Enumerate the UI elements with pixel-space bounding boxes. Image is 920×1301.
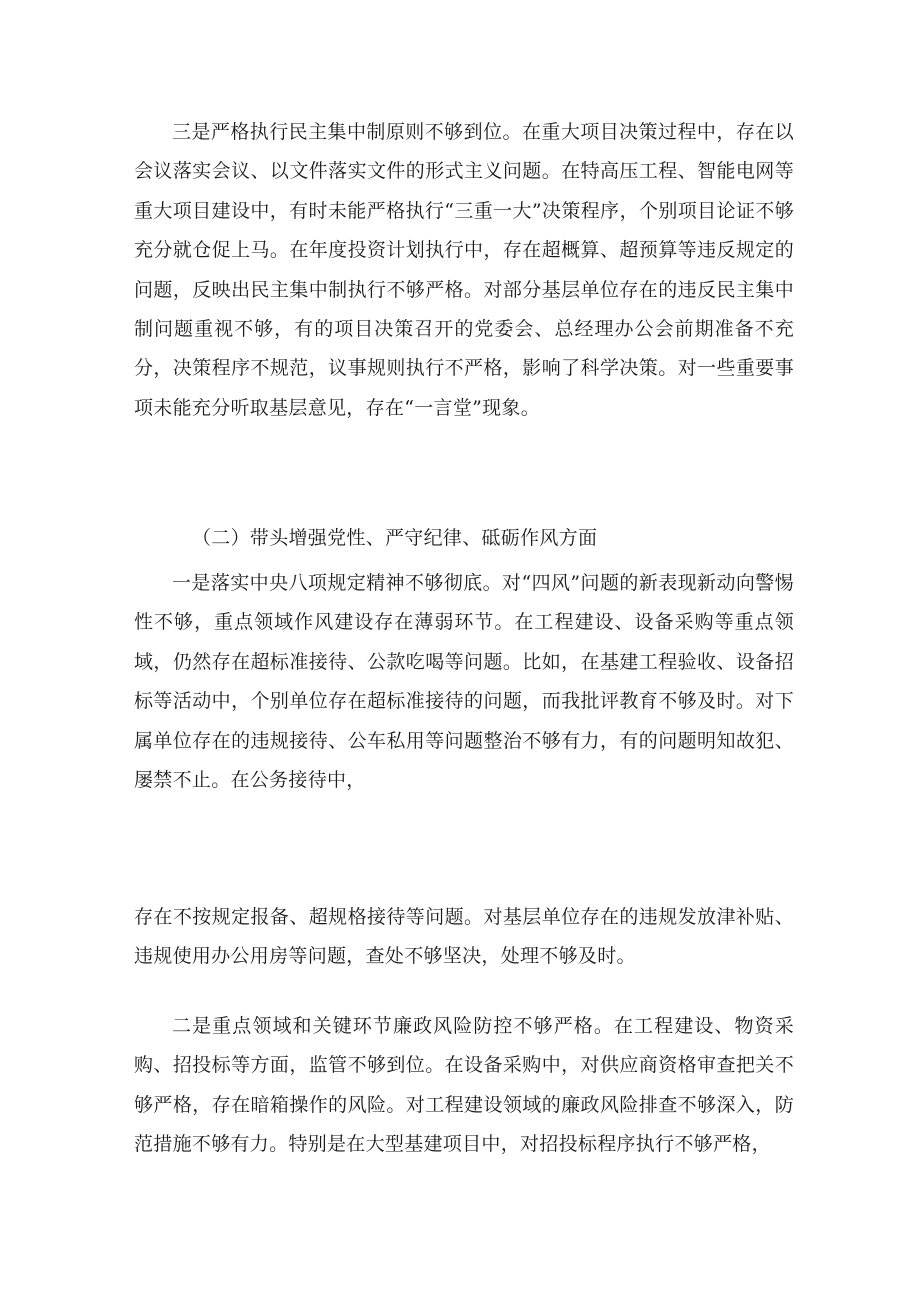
paragraph-democratic-centralism: 三是严格执行民主集中制原则不够到位。在重大项目决策过程中，存在以会议落实会议、以文件落实文件的形式主义问题。在特高压工程、智能电网等重大项目建设中，有时未能严格执行“三重一大”决策程序，个别项目论证不够充分就仓促上马。在年度投资计划执行中，存在超概算、超预算等违反规定的问题，反映出民主集中制执行不够严格。对部分基层单位存在的违反民主集中制问题重视不够，有的项目决策召开的党委会、总经理办公会前期准备不充分，决策程序不规范，议事规则执行不严格，影响了科学决策。对一些重要事项未能充分听取基层意见，存在“一言堂”现象。 xyxy=(134,121,794,419)
paragraph-eight-rules: 一是落实中央八项规定精神不够彻底。对“四风”问题的新表现新动向警惕性不够，重点领域作风建设存在薄弱环节。在工程建设、设备采购等重点领域，仍然存在超标准接待、公款吃喝等问题。比如，在基建工程验收、设备招标等活动中，个别单位存在超标准接待的问题，而我批评教育不够及时。对下属单位存在的违规接待、公车私用等问题整治不够有力，有的问题明知故犯、屡禁不止。在公务接待中， xyxy=(134,572,794,792)
section-heading: （二）带头增强党性、严守纪律、砥砺作风方面 xyxy=(192,527,598,549)
paragraph-integrity-risk: 二是重点领域和关键环节廉政风险防控不够严格。在工程建设、物资采购、招投标等方面，监管不够到位。在设备采购中，对供应商资格审查把关不够严格，存在暗箱操作的风险。对工程建设领域的廉政风险排查不够深入，防范措施不够有力。特别是在大型基建项目中，对招投标程序执行不够严格， xyxy=(134,1015,794,1156)
paragraph-continuation: 存在不按规定报备、超规格接待等问题。对基层单位存在的违规发放津补贴、违规使用办公用房等问题，查处不够坚决，处理不够及时。 xyxy=(134,906,794,968)
